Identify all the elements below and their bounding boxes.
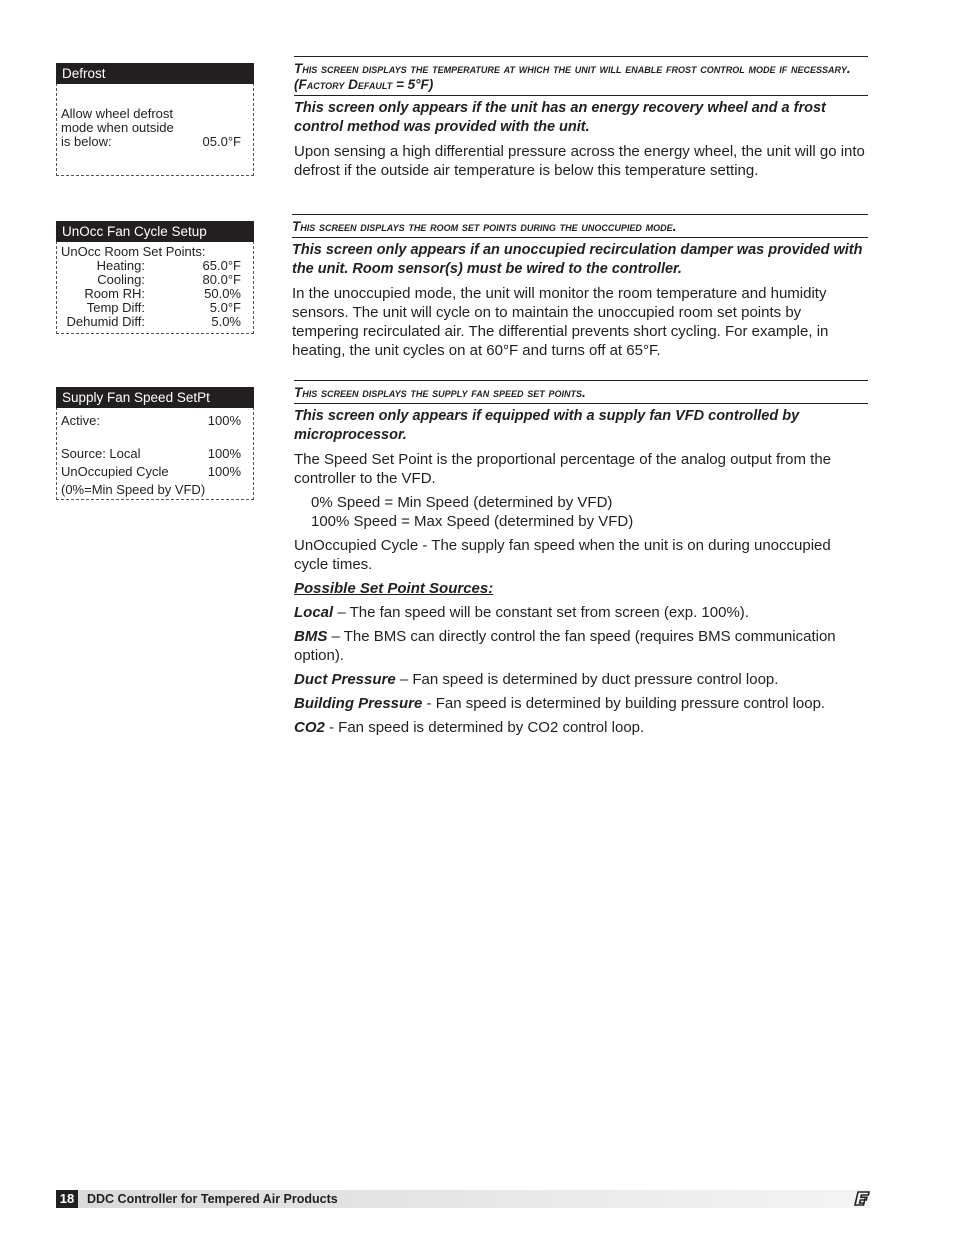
unocc-setpoint-label: Dehumid Diff: [66,314,145,329]
source-term: Building Pressure [294,695,423,712]
defrost-setpoint-row [61,135,241,149]
supply-unocc-value: 100% [207,464,241,479]
supply-source-row [61,445,241,463]
unocc-body: In the unoccupied mode, the unit will monitor the room temperature and humidity sensors. The unit will cycle on to maintain the unoccupied room set points by tempering recirculated air. The differential prevents short cycling. For example, in heating, the unit cycles on at 60°F and turns off at 65°F. [292,285,829,359]
defrost-heading [294,56,868,96]
supply-unocc-label: UnOccupied Cycle [61,464,169,479]
source-item [294,627,868,665]
supply-screen [56,387,254,500]
unocc-setpoint-value: 80.0°F [202,272,241,287]
supply-active-value: 100% [207,413,241,428]
defrost-setpoint-value: 05.0°F [202,134,241,149]
unocc-heading: This screen displays the room set points during the unoccupied mode. [292,214,868,238]
supply-body-1: The Speed Set Point is the proportional percentage of the analog output from the controller to the VFD. [294,451,832,487]
defrost-note: This screen only appears if the unit has an energy recovery wheel and a frost control method was provided with the unit. [294,100,826,135]
unocc-setpoint-row [61,315,241,329]
unocc-note: This screen only appears if an unoccupied recirculation damper was provided with the unit. Room sensor(s) must be wired to the controller. [292,242,863,277]
speed-min-line: 0% Speed = Min Speed (determined by VFD) [311,494,613,511]
unocc-setpoint-value: 50.0% [204,286,241,301]
unocc-setpoint-row [61,287,241,301]
defrost-setpoint-label: is below: [61,134,112,149]
defrost-description [294,56,868,180]
supply-body-2: UnOccupied Cycle - The supply fan speed when the unit is on during unoccupied cycle times. [294,537,831,573]
defrost-heading-default: (Factory Default = 5°F) [294,77,434,92]
source-item [294,694,868,713]
brand-logo-icon [854,1191,870,1206]
supply-active-label: Active: [61,413,101,428]
unocc-setpoint-row [61,259,241,273]
supply-source-label: Source: Local [61,446,141,461]
source-item [294,603,868,622]
unocc-setpoint-row [61,273,241,287]
source-text: – The fan speed will be constant set from screen (exp. 100%). [333,604,749,621]
unocc-setpoint-value: 5.0% [211,314,241,329]
source-term: Local [294,604,334,621]
footer-title: DDC Controller for Tempered Air Products [87,1192,338,1206]
supply-description [294,380,868,737]
defrost-body: Upon sensing a high differential pressure across the energy wheel, the unit will go into defrost if the outside air temperature is below this temperature setting. [294,143,865,179]
defrost-line-2: mode when outside [61,120,174,135]
unocc-setpoint-label: Cooling: [97,272,145,287]
supply-note-text: This screen only appears if equipped with a supply fan VFD controlled by microprocessor. [294,408,800,443]
speed-max-line: 100% Speed = Max Speed (determined by VFD) [311,513,634,530]
defrost-screen-title: Defrost [56,63,254,84]
page-number: 18 [56,1190,78,1208]
unocc-setpoint-value: 5.0°F [209,300,241,315]
source-term: BMS [294,628,328,645]
source-term: Duct Pressure [294,671,396,688]
defrost-heading-main: This screen displays the temperature at which the unit will enable frost control mode if necessary. [294,61,851,76]
source-item [294,670,868,689]
source-text: - Fan speed is determined by building pressure control loop. [422,695,826,712]
supply-unocc-row [61,463,241,481]
defrost-line-1: Allow wheel defrost [61,106,173,121]
defrost-screen [56,63,254,176]
source-item [294,718,868,737]
unocc-setpoint-label: Heating: [96,258,145,273]
unocc-screen [56,221,254,334]
unocc-screen-title: UnOcc Fan Cycle Setup [56,221,254,242]
source-text: - Fan speed is determined by CO2 control loop. [324,719,645,736]
source-text: – Fan speed is determined by duct pressure control loop. [395,671,779,688]
supply-screen-title: Supply Fan Speed SetPt [56,387,254,408]
supply-heading: This screen displays the supply fan speed set points. [294,380,868,404]
unocc-setpoint-label: Room RH: [84,286,145,301]
unocc-setpoint-row [61,301,241,315]
unocc-description [292,214,868,360]
supply-note: (0%=Min Speed by VFD) [61,482,206,497]
page-footer [56,1190,870,1208]
source-text: – The BMS can directly control the fan speed (requires BMS communication option). [294,628,836,664]
unocc-subtitle: UnOcc Room Set Points: [61,244,206,259]
unocc-setpoint-label: Temp Diff: [86,300,145,315]
source-term: CO2 [294,719,325,736]
supply-source-value: 100% [207,446,241,461]
supply-active-row [61,412,241,430]
unocc-setpoint-value: 65.0°F [202,258,241,273]
sources-title: Possible Set Point Sources: [294,580,494,597]
